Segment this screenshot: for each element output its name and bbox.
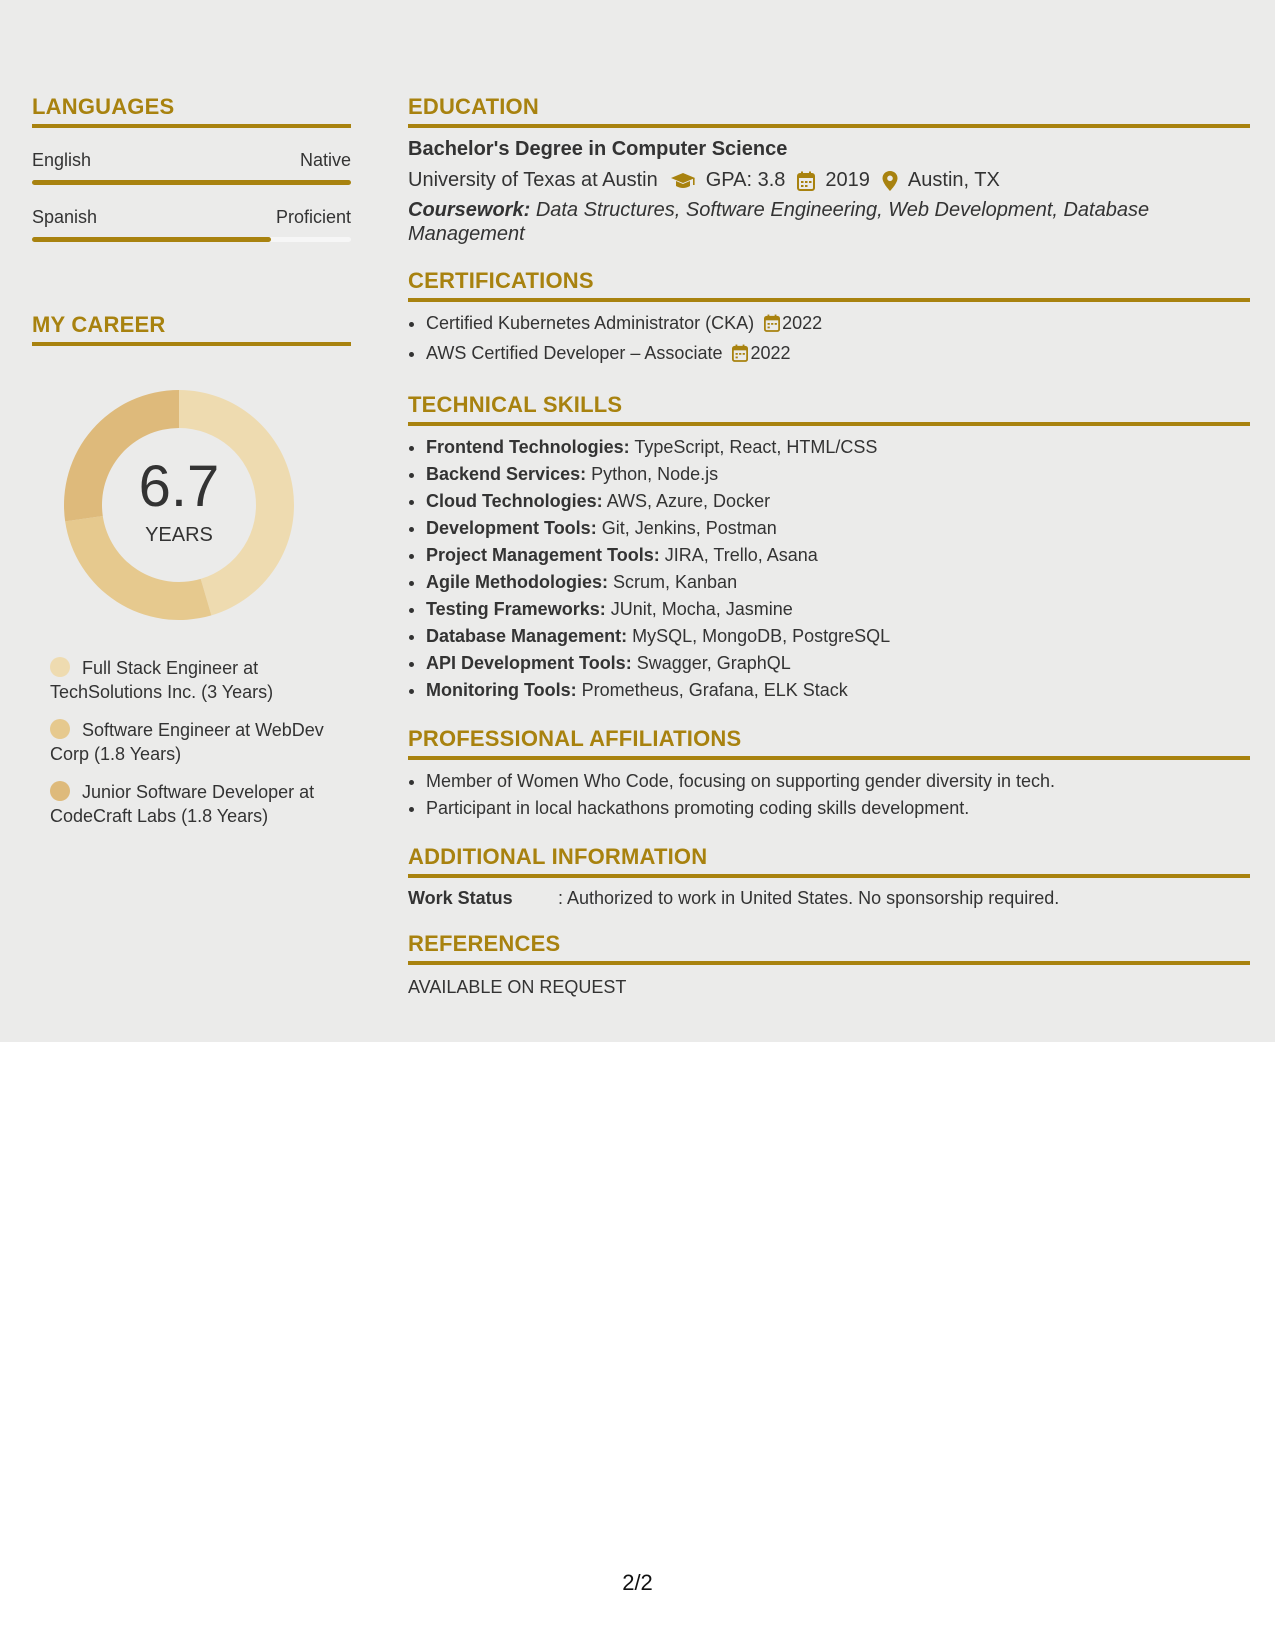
certifications-title: CERTIFICATIONS bbox=[408, 268, 1250, 302]
skill-item bbox=[426, 515, 1250, 542]
work-status-label: Work Status bbox=[408, 888, 513, 908]
language-name: Spanish bbox=[32, 207, 98, 227]
affiliations-title: PROFESSIONAL AFFILIATIONS bbox=[408, 726, 1250, 760]
technical-skills-title: TECHNICAL SKILLS bbox=[408, 392, 1250, 426]
education-meta bbox=[408, 169, 1250, 192]
technical-skills-section bbox=[408, 392, 1250, 704]
language-bar bbox=[32, 180, 351, 185]
skills-list bbox=[408, 434, 1250, 704]
language-item bbox=[32, 150, 351, 185]
language-name: English bbox=[32, 150, 92, 170]
degree-title: Bachelor's Degree in Computer Science bbox=[408, 138, 788, 160]
calendar-icon bbox=[732, 343, 748, 370]
coursework bbox=[408, 198, 1250, 246]
graduation-cap-icon bbox=[670, 171, 696, 191]
references-title: REFERENCES bbox=[408, 931, 1250, 965]
legend-label: Full Stack Engineer at TechSolutions Inc. (3 Years) bbox=[50, 658, 274, 702]
skill-item bbox=[426, 623, 1250, 650]
graduation-year: 2019 bbox=[825, 169, 870, 191]
coursework-label: Coursework: bbox=[408, 199, 531, 221]
affiliation-item: • Participant in local hackathons promoting coding skills development. bbox=[426, 795, 1250, 822]
work-status-row bbox=[408, 888, 1250, 909]
left-column bbox=[32, 94, 351, 842]
certification-item bbox=[426, 310, 1250, 340]
school-name: University of Texas at Austin bbox=[408, 169, 658, 191]
affiliations-section bbox=[408, 726, 1250, 822]
skill-item bbox=[426, 677, 1250, 704]
career-legend-item bbox=[50, 780, 340, 828]
language-level: Native bbox=[299, 150, 351, 170]
skill-label: Cloud Technologies: bbox=[426, 491, 603, 511]
skill-item bbox=[426, 488, 1250, 515]
skill-value: Prometheus, Grafana, ELK Stack bbox=[581, 680, 848, 700]
legend-swatch bbox=[50, 781, 70, 801]
certification-item bbox=[426, 340, 1250, 370]
career-total-unit: YEARS bbox=[145, 524, 213, 546]
career-total-value: 6.7 bbox=[138, 454, 220, 519]
skill-item bbox=[426, 434, 1250, 461]
career-section bbox=[32, 312, 351, 828]
career-title: MY CAREER bbox=[32, 312, 351, 346]
education-section bbox=[408, 94, 1250, 246]
calendar-icon bbox=[764, 313, 780, 340]
language-bar bbox=[32, 237, 351, 242]
skill-item bbox=[426, 461, 1250, 488]
school-location: Austin, TX bbox=[907, 169, 1000, 191]
skill-value: Scrum, Kanban bbox=[613, 572, 738, 592]
skill-value: MySQL, MongoDB, PostgreSQL bbox=[632, 626, 891, 646]
career-legend-item bbox=[50, 718, 340, 766]
legend-swatch bbox=[50, 719, 70, 739]
career-donut-chart bbox=[64, 390, 294, 620]
skill-label: Monitoring Tools: bbox=[426, 680, 577, 700]
certification-year: 2022 bbox=[782, 313, 823, 333]
references-text: AVAILABLE ON REQUEST bbox=[408, 977, 627, 997]
skill-label: API Development Tools: bbox=[426, 653, 632, 673]
legend-label: Software Engineer at WebDev Corp (1.8 Years) bbox=[50, 720, 324, 764]
skill-item bbox=[426, 542, 1250, 569]
languages-section bbox=[32, 94, 351, 242]
skill-label: Development Tools: bbox=[426, 518, 597, 538]
certifications-list bbox=[408, 310, 1250, 370]
education-title: EDUCATION bbox=[408, 94, 1250, 128]
language-bar-fill bbox=[32, 237, 271, 242]
additional-info-section bbox=[408, 844, 1250, 909]
skill-label: Backend Services: bbox=[426, 464, 587, 484]
affiliation-item: • Member of Women Who Code, focusing on supporting gender diversity in tech. bbox=[426, 768, 1250, 795]
legend-swatch bbox=[50, 657, 70, 677]
certification-name: AWS Certified Developer – Associate bbox=[426, 343, 723, 363]
additional-info-title: ADDITIONAL INFORMATION bbox=[408, 844, 1250, 878]
coursework-list: Data Structures, Software Engineering, Web Development, Database Management bbox=[408, 199, 1150, 245]
skill-value: Swagger, GraphQL bbox=[636, 653, 791, 673]
language-item bbox=[32, 207, 351, 242]
skill-label: Frontend Technologies: bbox=[426, 437, 630, 457]
skill-label: Database Management: bbox=[426, 626, 628, 646]
certification-name: Certified Kubernetes Administrator (CKA) bbox=[426, 313, 755, 333]
certifications-section bbox=[408, 268, 1250, 370]
skill-value: TypeScript, React, HTML/CSS bbox=[634, 437, 878, 457]
skill-item bbox=[426, 569, 1250, 596]
language-bar-fill bbox=[32, 180, 351, 185]
skill-value: AWS, Azure, Docker bbox=[606, 491, 771, 511]
work-status-value: : Authorized to work in United States. No sponsorship required. bbox=[558, 888, 1060, 908]
references-section bbox=[408, 931, 1250, 998]
skill-value: JIRA, Trello, Asana bbox=[664, 545, 818, 565]
skill-value: JUnit, Mocha, Jasmine bbox=[610, 599, 793, 619]
affiliations-list bbox=[408, 768, 1250, 822]
legend-label: Junior Software Developer at CodeCraft Labs (1.8 Years) bbox=[50, 782, 315, 826]
page-number: 2/2 bbox=[622, 1570, 653, 1595]
skill-label: Project Management Tools: bbox=[426, 545, 660, 565]
career-legend-item bbox=[50, 656, 340, 704]
calendar-icon bbox=[797, 171, 815, 191]
gpa: GPA: 3.8 bbox=[705, 169, 786, 191]
right-column bbox=[408, 94, 1250, 998]
certification-year: 2022 bbox=[750, 343, 791, 363]
skill-item bbox=[426, 596, 1250, 623]
skill-value: Git, Jenkins, Postman bbox=[601, 518, 777, 538]
languages-title: LANGUAGES bbox=[32, 94, 351, 128]
career-legend bbox=[50, 656, 351, 828]
skill-label: Testing Frameworks: bbox=[426, 599, 606, 619]
skill-item bbox=[426, 650, 1250, 677]
skill-label: Agile Methodologies: bbox=[426, 572, 608, 592]
location-pin-icon bbox=[882, 171, 898, 191]
language-level: Proficient bbox=[275, 207, 351, 227]
skill-value: Python, Node.js bbox=[591, 464, 719, 484]
